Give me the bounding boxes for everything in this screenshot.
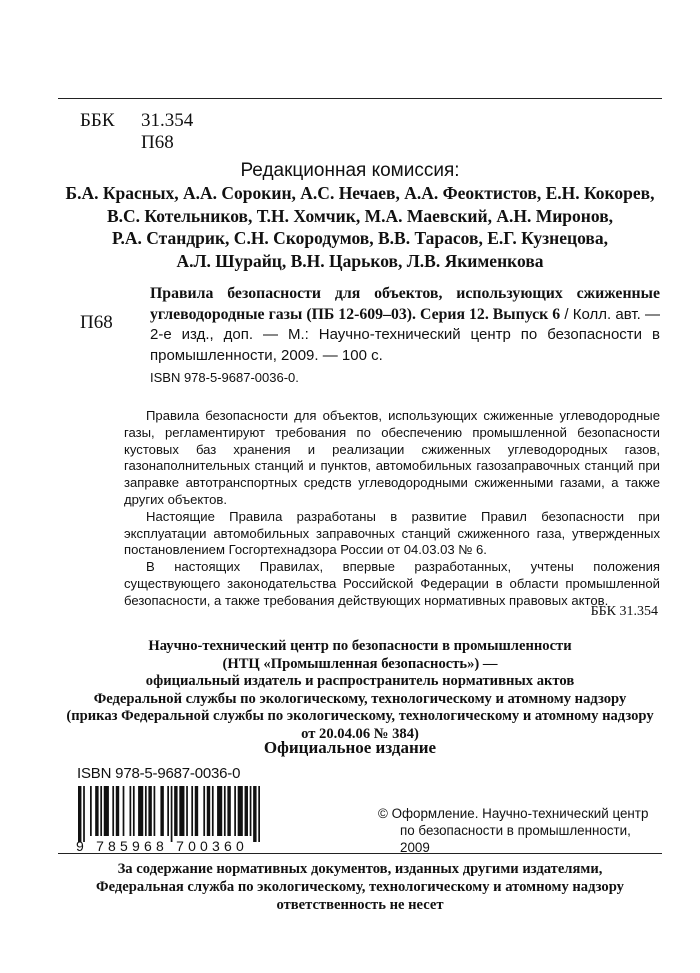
barcode-bar bbox=[100, 786, 102, 836]
barcode-bar bbox=[250, 786, 252, 836]
abstract-paragraph: Настоящие Правила разработаны в развитие Правил безопасности при эксплуатации автомобильных заправочных станций сжиженного газа, утвержденных постановлением Госгортехнадзора России от 04.03.03 № 6. bbox=[124, 508, 660, 558]
publisher-line: Научно-технический центр по безопасности в промышленности bbox=[148, 638, 572, 654]
isbn-line: ISBN 978-5-9687-0036-0. bbox=[150, 370, 299, 385]
barcode-bar bbox=[133, 786, 135, 836]
book-title: Правила безопасности для объектов, использующих сжиженные углеводородные газы (ПБ 12-609–03). Серия 12. Выпуск 6 bbox=[150, 285, 660, 323]
copyright-line: 2009 bbox=[400, 840, 430, 855]
barcode-bar bbox=[203, 786, 205, 836]
bbk-author-mark: П68 bbox=[141, 132, 174, 153]
barcode-bar bbox=[78, 786, 81, 842]
barcode-bar bbox=[145, 786, 147, 836]
publisher-line: от 20.04.06 № 384) bbox=[301, 725, 419, 742]
barcode-bar bbox=[212, 786, 214, 836]
barcode-bar bbox=[207, 786, 210, 836]
barcode-bar bbox=[112, 786, 114, 836]
barcode-bar bbox=[116, 786, 119, 836]
disclaimer bbox=[40, 861, 680, 914]
barcode-bar bbox=[224, 786, 226, 836]
barcode-bar bbox=[104, 786, 109, 836]
bbk-code: 31.354 bbox=[141, 110, 194, 131]
disclaimer-line: За содержание нормативных документов, изданных другими издателями, bbox=[117, 861, 603, 877]
abstract-paragraph: В настоящих Правилах, впервые разработанных, учтены положения существующего законодательства Российской Федерации в области промышленной безопасности, а также требования действующих нормативных правовых актов. bbox=[124, 559, 660, 608]
barcode-bar bbox=[245, 786, 248, 836]
barcode-bar bbox=[217, 786, 222, 836]
barcode-bar bbox=[160, 786, 163, 836]
committee-line: В.С. Котельников, Т.Н. Хомчик, М.А. Маевский, А.Н. Миронов, bbox=[106, 205, 614, 226]
barcode-bar bbox=[154, 786, 156, 836]
publisher-line: (НТЦ «Промышленная безопасность») — bbox=[222, 655, 498, 672]
barcode-bar bbox=[227, 786, 230, 836]
barcode-bar bbox=[191, 786, 193, 836]
abstract-paragraph: Правила безопасности для объектов, использующих сжиженные углеводородные газы, регламентируют требования по обеспечению промышленной безопасности кустовых баз хранения и реализации сжиженных углеводородных газов, газонаполнительных станций и пунктов, автомобильных газозаправочных станций при заправке автотранспортных средств углеводородными сжиженными газами, а также других объектов. bbox=[124, 408, 660, 507]
bibliographic-details: / Колл. авт. — 2-е изд., доп. — М.: Научно-технический центр по безопасности в промышленности, 2009. — 100 с. bbox=[150, 305, 660, 364]
abstract bbox=[124, 408, 660, 610]
barcode-bar bbox=[138, 786, 143, 836]
disclaimer-line: Федеральная служба по экологическому, технологическому и атомному надзору bbox=[96, 878, 624, 895]
committee-title: Редакционная комиссия: bbox=[240, 160, 460, 181]
committee-line: Р.А. Стандрик, С.Н. Скородумов, В.В. Тарасов, Е.Г. Кузнецова, bbox=[111, 228, 609, 248]
publisher-block bbox=[40, 638, 680, 744]
barcode-bar bbox=[171, 786, 173, 842]
barcode-bar bbox=[83, 786, 85, 842]
barcode-bar bbox=[258, 786, 260, 842]
committee-members bbox=[60, 182, 660, 272]
barcode-bar bbox=[130, 786, 132, 836]
disclaimer-line: ответственность не несет bbox=[276, 896, 444, 913]
committee-line: Б.А. Красных, А.А. Сорокин, А.С. Нечаев, А.А. Феоктистов, Е.Н. Кокорев, bbox=[65, 183, 655, 203]
bbk-label: ББК bbox=[80, 110, 115, 131]
author-mark: П68 bbox=[80, 312, 113, 333]
publisher-line: (приказ Федеральной службы по экологическому, технологическому и атомному надзору bbox=[66, 708, 654, 725]
barcode-bar bbox=[179, 786, 184, 836]
bbk-classification: ББК 31.354 bbox=[590, 604, 658, 619]
committee-line: А.Л. Шурайц, В.Н. Царьков, Л.В. Якименкова bbox=[176, 250, 544, 271]
barcode-bar bbox=[253, 786, 256, 842]
barcode-isbn: ISBN 978-5-9687-0036-0 bbox=[77, 765, 241, 782]
publisher-line: официальный издатель и распространитель нормативных актов bbox=[145, 673, 575, 690]
barcode-icon bbox=[78, 786, 260, 842]
top-rule bbox=[58, 98, 662, 99]
barcode-bar bbox=[238, 786, 243, 836]
bibliographic-entry bbox=[150, 284, 660, 366]
barcode-digits: 9 785968 700360 bbox=[76, 838, 248, 854]
copyright-line: © Оформление. Научно-технический центр bbox=[378, 806, 649, 821]
barcode-bar bbox=[90, 786, 92, 836]
barcode-bar bbox=[234, 786, 236, 836]
barcode-bar bbox=[167, 786, 169, 836]
barcode-bar bbox=[195, 786, 198, 836]
publisher-line: Федеральной службы по экологическому, технологическому и атомному надзору bbox=[93, 690, 627, 707]
barcode-bar bbox=[123, 786, 125, 836]
official-edition: Официальное издание bbox=[263, 738, 437, 757]
bottom-rule bbox=[58, 853, 662, 854]
barcode-bar bbox=[148, 786, 151, 836]
barcode-bar bbox=[95, 786, 98, 836]
copyright-notice bbox=[378, 805, 668, 856]
barcode-bar bbox=[186, 786, 188, 836]
copyright-line: по безопасности в промышленности, bbox=[400, 823, 631, 838]
barcode-bar bbox=[174, 786, 177, 836]
